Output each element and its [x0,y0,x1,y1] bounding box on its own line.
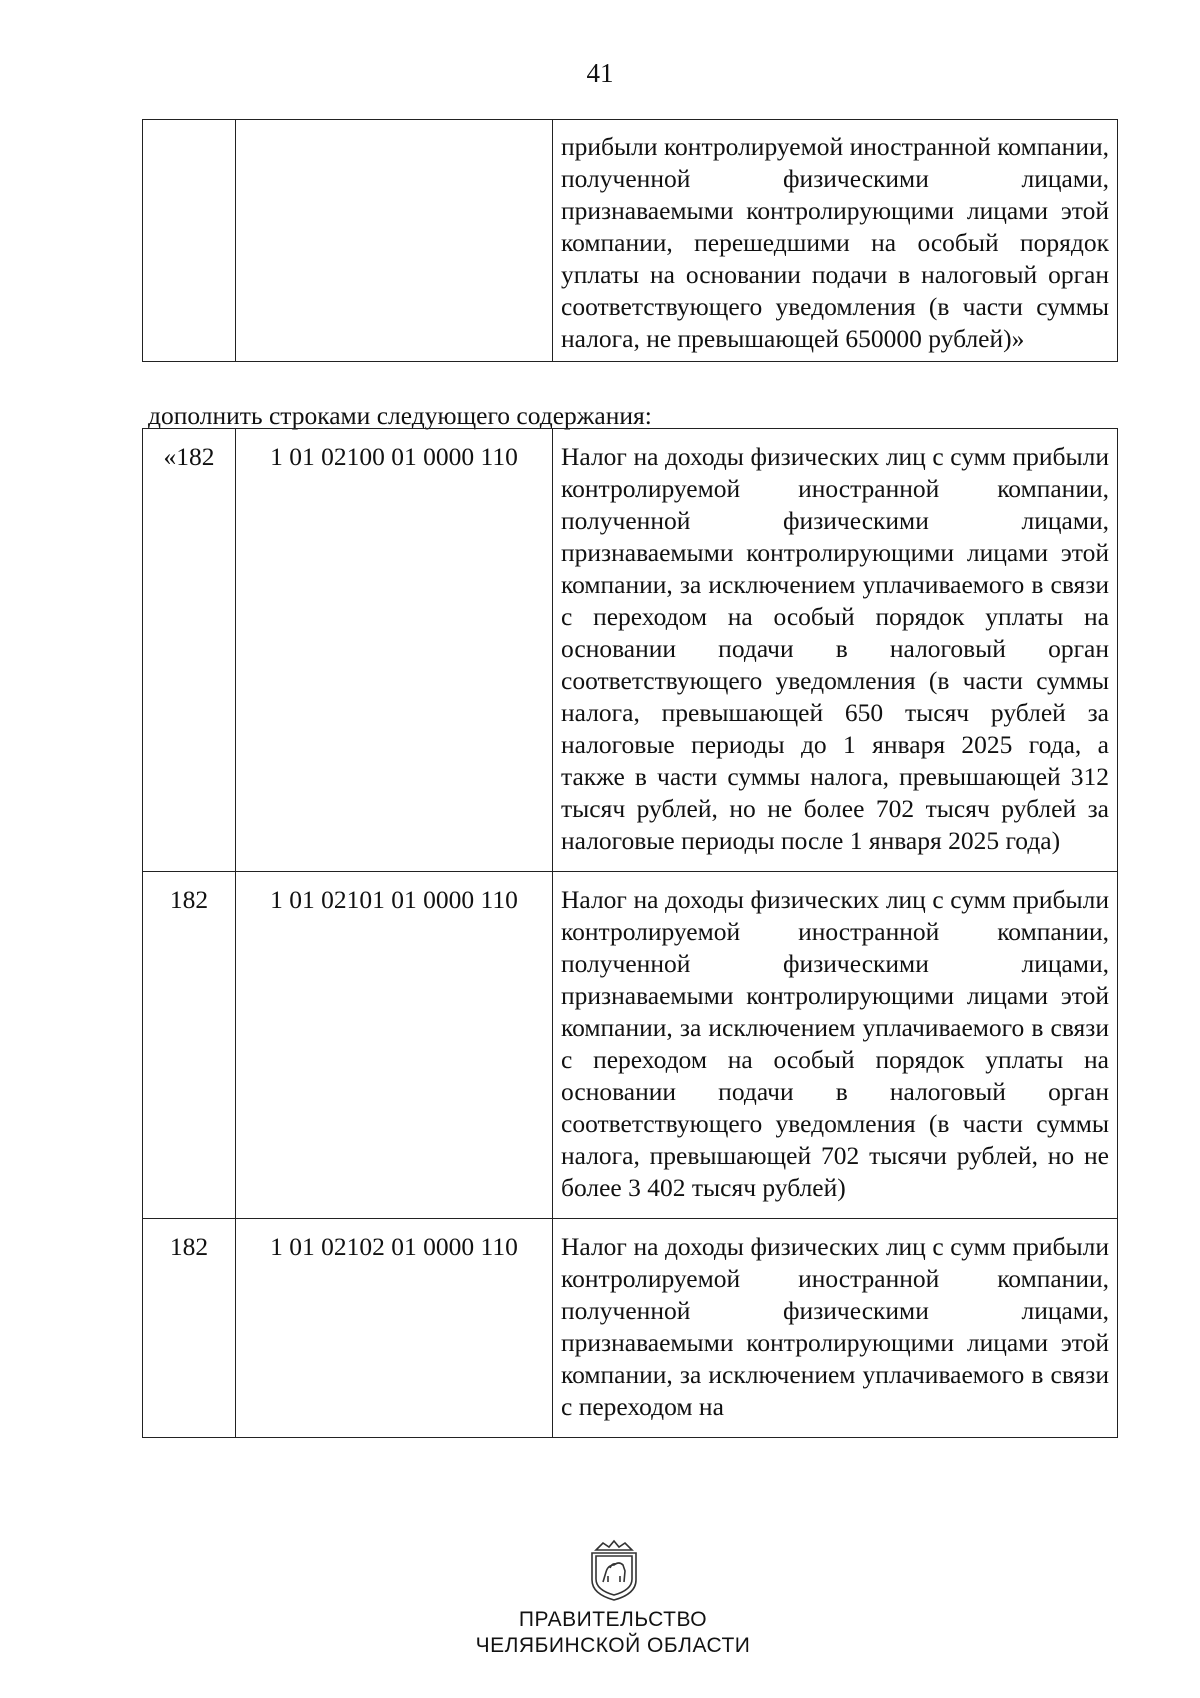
admin-code-cell: 182 [143,872,236,1219]
table-row [143,429,1118,872]
admin-code-cell [143,120,236,362]
table-row [143,872,1118,1219]
admin-code-cell: «182 [143,429,236,872]
table-body [143,429,1118,1438]
table-row [143,120,1118,362]
organization-name-line-2: ЧЕЛЯБИНСКОЙ ОБЛАСТИ [475,1634,751,1657]
admin-code-cell: 182 [143,1219,236,1438]
table-body [143,120,1118,362]
description-cell: Налог на доходы физических лиц с сумм прибыли контролируемой иностранной компании, полученной физическими лицами, признаваемыми контролирующими лицами этой компании, за исключением уплачиваемого в связи с переходом на [553,1219,1118,1438]
description-cell: Налог на доходы физических лиц с сумм прибыли контролируемой иностранной компании, полученной физическими лицами, признаваемыми контролирующими лицами этой компании, за исключением уплачиваемого в связи с переходом на особый порядок уплаты на основании подачи в налоговый орган соответствующего уведомления (в части суммы налога, превышающей 702 тысячи рублей, но не более 3 402 тысяч рублей) [553,872,1118,1219]
budget-code-table-additions [142,428,1118,1438]
kbk-code-cell [236,120,553,362]
chelyabinsk-coat-of-arms-icon [586,1538,642,1602]
page-number: 41 [586,58,614,88]
amendment-instruction: дополнить строками следующего содержания: [148,401,652,430]
description-cell: прибыли контролируемой иностранной компании, полученной физическими лицами, признаваемыми контролирующими лицами этой компании, перешедшими на особый порядок уплаты на основании подачи в налоговый орган соответствующего уведомления (в части суммы налога, не превышающей 650000 рублей)» [553,120,1118,362]
description-cell: Налог на доходы физических лиц с сумм прибыли контролируемой иностранной компании, полученной физическими лицами, признаваемыми контролирующими лицами этой компании, за исключением уплачиваемого в связи с переходом на особый порядок уплаты на основании подачи в налоговый орган соответствующего уведомления (в части суммы налога, превышающей 650 тысяч рублей за налоговые периоды до 1 января 2025 года, а также в части суммы налога, превышающей 312 тысяч рублей, но не более 702 тысяч рублей за налоговые периоды после 1 января 2025 года) [553,429,1118,872]
kbk-code-cell: 1 01 02101 01 0000 110 [236,872,553,1219]
kbk-code-cell: 1 01 02100 01 0000 110 [236,429,553,872]
budget-code-table-continued [142,119,1118,362]
kbk-code-cell: 1 01 02102 01 0000 110 [236,1219,553,1438]
organization-name-line-1: ПРАВИТЕЛЬСТВО [518,1608,708,1631]
table-row [143,1219,1118,1438]
